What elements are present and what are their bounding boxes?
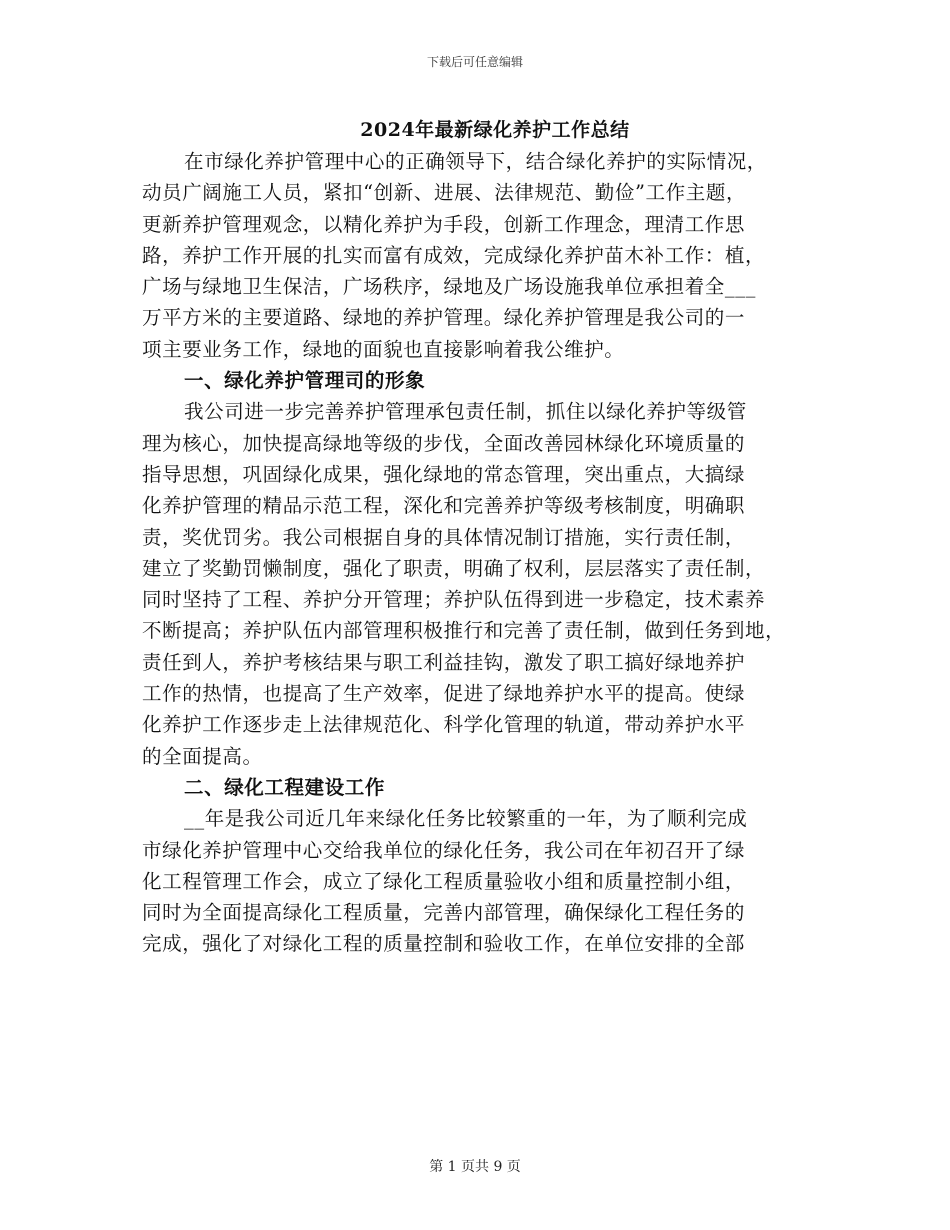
paragraph-line: 不断提高；养护队伍内部管理积极推行和完善了责任制，做到任务到地， [142,619,786,643]
paragraph-line: 广场与绿地卫生保洁，广场秩序，绿地及广场设施我单位承担着全___ [142,275,756,299]
paragraph-line: 理为核心，加快提高绿地等级的步伐，全面改善园林绿化环境质量的 [142,431,746,455]
page-footer: 第 1 页共 9 页 [429,1159,521,1175]
paragraph-line: 的全面提高。 [142,744,263,768]
paragraph-line: 化养护工作逐步走上法律规范化、科学化管理的轨道，带动养护水平 [142,713,746,737]
paragraph-line: 我公司进一步完善养护管理承包责任制，抓住以绿化养护等级管 [184,400,747,424]
paragraph-line: 完成，强化了对绿化工程的质量控制和验收工作，在单位安排的全部 [142,932,746,956]
paragraph-line: 动员广阔施工人员，紧扣“创新、进展、法律规范、勤俭”工作主题， [142,181,747,205]
paragraph-line: 工作的热情，也提高了生产效率，促进了绿地养护水平的提高。使绿 [142,682,746,706]
paragraph-line: __年是我公司近几年来绿化任务比较繁重的一年，为了顺利完成 [184,807,748,831]
document-title: 2024年最新绿化养护工作总结 [360,119,630,141]
paragraph-line: 指导思想，巩固绿化成果，强化绿地的常态管理，突出重点，大搞绿 [142,462,746,486]
paragraph-line: 建立了奖勤罚懒制度，强化了职责，明确了权利，层层落实了责任制， [142,556,766,580]
paragraph-line: 市绿化养护管理中心交给我单位的绿化任务，我公司在年初召开了绿 [142,838,746,862]
paragraph-line: 更新养护管理观念，以精化养护为手段，创新工作理念，理清工作思 [142,212,746,236]
paragraph-line: 责任到人，养护考核结果与职工利益挂钩，激发了职工搞好绿地养护 [142,650,746,674]
paragraph-line: 责，奖优罚劣。我公司根据自身的具体情况制订措施，实行责任制， [142,525,746,549]
paragraph-line: 化养护管理的精品示范工程，深化和完善养护等级考核制度，明确职 [142,494,746,518]
paragraph-line: 项主要业务工作，绿地的面貌也直接影响着我公维护。 [142,337,625,361]
paragraph-line: 万平方米的主要道路、绿地的养护管理。绿化养护管理是我公司的一 [142,306,746,330]
paragraph-line: 路，养护工作开展的扎实而富有成效，完成绿化养护苗木补工作：植， [142,243,766,267]
section-heading: 一、绿化养护管理司的形象 [184,369,426,393]
paragraph-line: 同时为全面提高绿化工程质量，完善内部管理，确保绿化工程任务的 [142,901,746,925]
paragraph-line: 化工程管理工作会，成立了绿化工程质量验收小组和质量控制小组， [142,869,746,893]
paragraph-line: 同时坚持了工程、养护分开管理；养护队伍得到进一步稳定，技术素养 [142,588,766,612]
section-heading: 二、绿化工程建设工作 [184,775,386,799]
document-body [142,146,814,960]
header-note: 下载后可任意编辑 [426,55,523,69]
paragraph-line: 在市绿化养护管理中心的正确领导下，结合绿化养护的实际情况， [184,150,767,173]
